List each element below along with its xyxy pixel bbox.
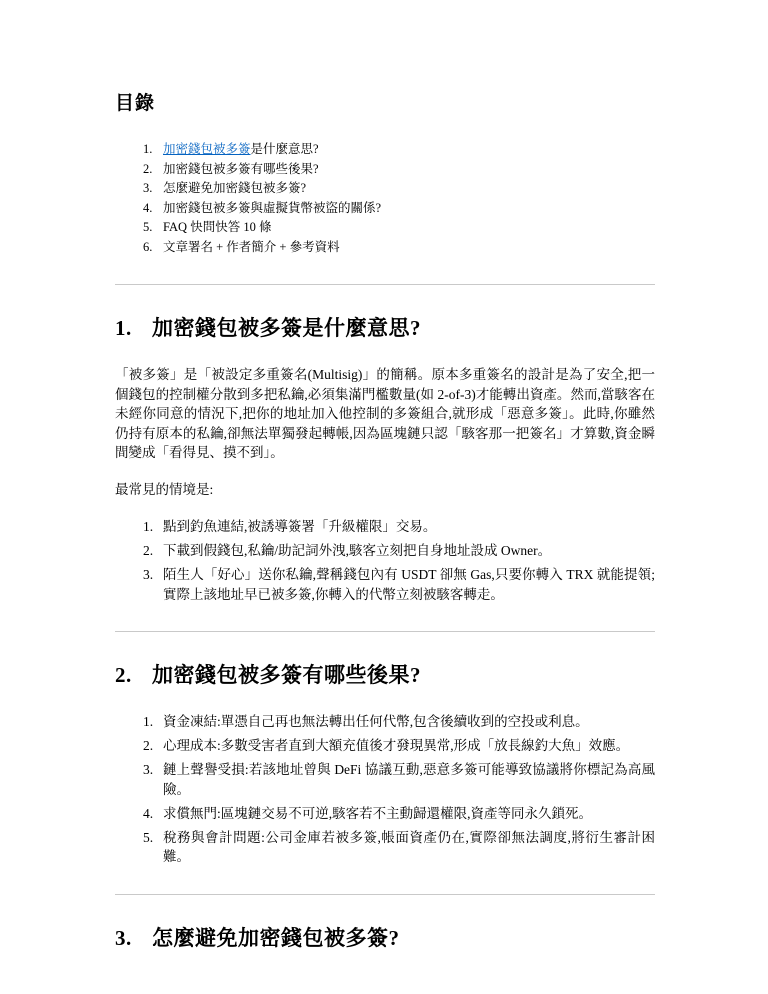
list-item-number: 3. (143, 567, 154, 582)
toc-item-number: 6. (143, 239, 153, 254)
toc-item (143, 199, 655, 219)
list-item-text: 求償無門:區塊鏈交易不可逆,駭客若不主動歸還權限,資產等同永久鎖死。 (163, 805, 592, 821)
list-item-text: 資金凍結:單憑自己再也無法轉出任何代幣,包含後續收到的空投或利息。 (163, 714, 589, 729)
table-of-contents (115, 88, 655, 257)
list-item-number: 5. (143, 829, 154, 845)
section-1 (115, 312, 655, 604)
section-1-heading (115, 312, 655, 342)
toc-item-label: FAQ 快問快答 10 條 (163, 220, 272, 234)
toc-item-number: 4. (143, 200, 153, 215)
divider (115, 894, 655, 895)
section-2-heading-number: 2. (115, 663, 132, 687)
list-item-number: 1. (143, 519, 154, 534)
section-3-heading-text: 怎麼避免加密錢包被多簽? (152, 925, 400, 950)
list-item (143, 828, 655, 867)
list-item (143, 541, 655, 561)
toc-item-label: 加密錢包被多簽與虛擬貨幣被盜的關係? (163, 200, 382, 215)
toc-item (143, 218, 655, 238)
list-item-number: 3. (143, 762, 154, 777)
toc-item (143, 238, 655, 258)
list-item-text: 鏈上聲譽受損:若該地址曾與 DeFi 協議互動,惡意多簽可能導致協議將你標記為高風險。 (163, 762, 655, 797)
toc-item (143, 140, 655, 160)
list-item-text: 稅務與會計問題:公司金庫若被多簽,帳面資產仍在,實際卻無法調度,將衍生審計困難。 (163, 829, 655, 864)
divider (115, 284, 655, 285)
toc-item (143, 179, 655, 199)
toc-list (143, 140, 655, 257)
section-1-heading-number: 1. (115, 316, 132, 340)
toc-item-label: 文章署名 + 作者簡介 + 參考資料 (163, 239, 340, 254)
section-1-heading-text: 加密錢包被多簽是什麼意思? (152, 316, 421, 340)
list-item-number: 2. (143, 738, 154, 753)
section-3 (115, 922, 655, 952)
list-item-number: 4. (143, 805, 154, 821)
list-item-number: 2. (143, 543, 154, 558)
toc-item-label (163, 140, 319, 160)
list-item (143, 736, 655, 756)
section-1-paragraph: 「被多簽」是「被設定多重簽名(Multisig)」的簡稱。原本多重簽名的設計是為了安全,把一個錢包的控制權分散到多把私鑰,必須集滿門檻數量(如 2-of-3)才能轉出資產。然而,當駭客在未經你同意的情況下,把你的地址加入他控制的多簽組合,就形成「惡意多簽」。此時,你雖然仍持有原本的私鑰,卻無法單獨發起轉帳,因為區塊鏈只認「駭客那一把簽名」才算數,資金瞬間變成「看得見、摸不到」。 (115, 367, 655, 460)
toc-link-multisig[interactable]: 加密錢包被多簽 (163, 142, 251, 156)
toc-item (143, 160, 655, 180)
section-1-lead-in: 最常見的情境是: (115, 481, 214, 497)
section-2-heading (115, 659, 655, 689)
section-3-heading-number: 3. (115, 925, 132, 950)
list-item (143, 565, 655, 604)
section-2-list (143, 712, 655, 867)
list-item (143, 712, 655, 732)
toc-item-label: 怎麼避免加密錢包被多簽? (163, 181, 307, 195)
list-item-number: 1. (143, 714, 154, 729)
list-item-text: 心理成本:多數受害者直到大額充值後才發現異常,形成「放長線釣大魚」效應。 (163, 738, 630, 753)
list-item (143, 760, 655, 799)
list-item-text: 下載到假錢包,私鑰/助記詞外洩,駭客立刻把自身地址設成 Owner。 (163, 543, 552, 558)
toc-title: 目錄 (115, 93, 156, 114)
toc-item-label: 加密錢包被多簽有哪些後果? (163, 161, 319, 176)
section-2 (115, 659, 655, 867)
list-item-text: 點到釣魚連結,被誘導簽署「升級權限」交易。 (163, 519, 437, 534)
divider (115, 631, 655, 632)
list-item (143, 517, 655, 537)
toc-item-number: 1. (143, 142, 153, 156)
section-2-heading-text: 加密錢包被多簽有哪些後果? (152, 663, 421, 687)
section-1-list (143, 517, 655, 604)
toc-item-number: 3. (143, 181, 153, 195)
toc-item-number: 2. (143, 161, 153, 176)
section-3-heading (115, 922, 655, 952)
toc-item-number: 5. (143, 220, 153, 234)
list-item-text: 陌生人「好心」送你私鑰,聲稱錢包內有 USDT 卻無 Gas,只要你轉入 TRX 就能提領;實際上該地址早已被多簽,你轉入的代幣立刻被駭客轉走。 (163, 567, 655, 602)
list-item (143, 804, 655, 824)
toc-item-label-rest: 是什麼意思? (250, 142, 319, 156)
